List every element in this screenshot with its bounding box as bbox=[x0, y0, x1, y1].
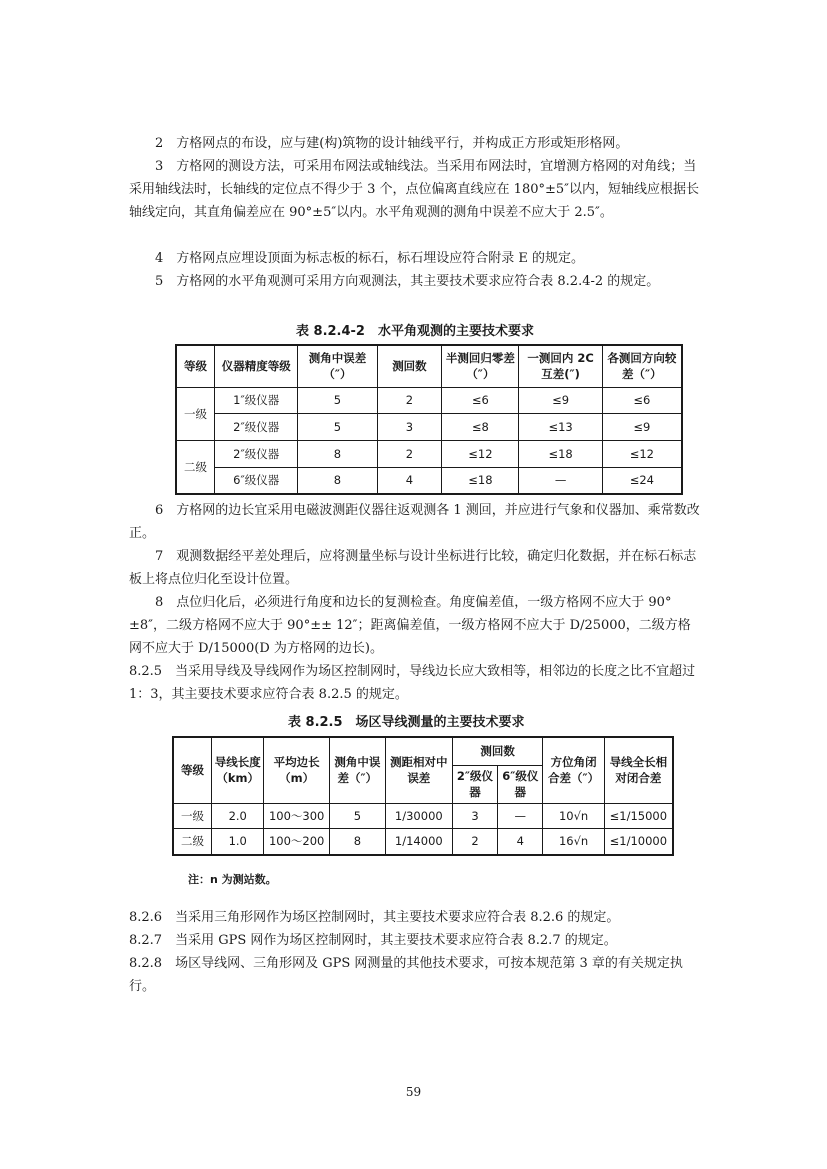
paragraph-7: 7 观测数据经平差处理后，应将测量坐标与设计坐标进行比较，确定归化数据，并在标石标志板上将点位归化至设计位置。 bbox=[129, 549, 697, 587]
table-header: 等级 bbox=[176, 345, 215, 387]
table-caption-8-2-4-2: 表 8.2.4-2 水平角观测的主要技术要求 bbox=[296, 324, 534, 339]
paragraph-8-2-7: 8.2.7 当采用 GPS 网作为场区控制网时，其主要技术要求应符合表 8.2.7 的规定。 bbox=[129, 933, 617, 948]
table-cell: 5 bbox=[329, 803, 385, 828]
table-row bbox=[173, 828, 673, 855]
table-cell: ≤6 bbox=[602, 387, 682, 413]
table-cell: ≤8 bbox=[442, 413, 519, 440]
paragraph-8-2-8: 8.2.8 场区导线网、三角形网及 GPS 网测量的其他技术要求，可按本规范第 3 章的有关规定执行。 bbox=[129, 956, 683, 994]
table-cell: 3 bbox=[452, 803, 497, 828]
table-header: 等级 bbox=[173, 737, 212, 803]
table-cell: 2.0 bbox=[212, 803, 264, 828]
paragraph-8: 8 点位归化后，必须进行角度和边长的复测检查。角度偏差值，一级方格网不应大于 90°±8″，二级方格网不应大于 90°±± 12″；距离偏差值，一级方格网不应大于 D/25000，二级方格网不应大于 D/15000(D 为方格网的边长)。 bbox=[129, 595, 691, 656]
table-header: 半测回归零差（″） bbox=[442, 345, 519, 387]
table-cell: 16√n bbox=[543, 828, 604, 855]
table-cell: 1″级仪器 bbox=[215, 387, 298, 413]
table-cell: 2 bbox=[377, 440, 442, 467]
paragraph-5: 5 方格网的水平角观测可采用方向观测法，其主要技术要求应符合表 8.2.4-2 的规定。 bbox=[155, 274, 660, 289]
table-cell: 5 bbox=[298, 387, 377, 413]
table-cell: ≤24 bbox=[602, 467, 682, 494]
table-row bbox=[176, 413, 682, 440]
table-cell: 100～200 bbox=[264, 828, 330, 855]
table-cell: 1/30000 bbox=[385, 803, 452, 828]
table-header: 导线全长相对闭合差 bbox=[604, 737, 673, 803]
table-header: 导线长度（km） bbox=[212, 737, 264, 803]
table-row bbox=[176, 387, 682, 413]
table-cell: ≤9 bbox=[602, 413, 682, 440]
table-cell: 1/14000 bbox=[385, 828, 452, 855]
table-header: 测回数 bbox=[452, 737, 543, 765]
table-cell: 一级 bbox=[173, 803, 212, 828]
table-cell: — bbox=[519, 467, 602, 494]
table-cell: ≤1/10000 bbox=[604, 828, 673, 855]
table-header: 6″级仪器 bbox=[498, 765, 543, 803]
table-cell: 8 bbox=[329, 828, 385, 855]
table-cell: 2 bbox=[452, 828, 497, 855]
table-cell: 8 bbox=[298, 440, 377, 467]
table-header: 2″级仪器 bbox=[452, 765, 497, 803]
table-cell: 8 bbox=[298, 467, 377, 494]
table-cell: ≤18 bbox=[519, 440, 602, 467]
table-cell: ≤13 bbox=[519, 413, 602, 440]
table-cell: ≤9 bbox=[519, 387, 602, 413]
table-cell: 4 bbox=[377, 467, 442, 494]
table-cell: 二级 bbox=[173, 828, 212, 855]
table-header: 仪器精度等级 bbox=[215, 345, 298, 387]
table-cell: 4 bbox=[498, 828, 543, 855]
grade-cell: 一级 bbox=[176, 387, 215, 440]
table-cell: — bbox=[498, 803, 543, 828]
grade-cell: 二级 bbox=[176, 440, 215, 494]
paragraph-6: 6 方格网的边长宜采用电磁波测距仪器往返观测各 1 测回，并应进行气象和仪器加、乘常数改正。 bbox=[129, 503, 700, 541]
table-cell: 6″级仪器 bbox=[215, 467, 298, 494]
table-8-2-5 bbox=[172, 736, 674, 856]
table-header: 测角中误差（″） bbox=[329, 737, 385, 803]
page-number: 59 bbox=[405, 1085, 422, 1099]
table-header: 测回数 bbox=[377, 345, 442, 387]
table-cell: ≤6 bbox=[442, 387, 519, 413]
table-cell: 10√n bbox=[543, 803, 604, 828]
paragraph-2: 2 方格网点的布设，应与建(构)筑物的设计轴线平行，并构成正方形或矩形格网。 bbox=[155, 136, 629, 151]
table-cell: 1.0 bbox=[212, 828, 264, 855]
table-cell: 2″级仪器 bbox=[215, 440, 298, 467]
table-cell: 100～300 bbox=[264, 803, 330, 828]
table-cell: 3 bbox=[377, 413, 442, 440]
paragraph-8-2-5: 8.2.5 当采用导线及导线网作为场区控制网时，导线边长应大致相等，相邻边的长度之比不宜超过 1：3，其主要技术要求应符合表 8.2.5 的规定。 bbox=[129, 664, 696, 702]
paragraph-4: 4 方格网点应埋设顶面为标志板的标石，标石埋设应符合附录 E 的规定。 bbox=[155, 251, 585, 266]
table-header: 测距相对中误差 bbox=[385, 737, 452, 803]
table-row bbox=[173, 803, 673, 828]
table-header: 方位角闭合差（″） bbox=[543, 737, 604, 803]
paragraph-8-2-6: 8.2.6 当采用三角形网作为场区控制网时，其主要技术要求应符合表 8.2.6 的规定。 bbox=[129, 910, 620, 925]
paragraph-3: 3 方格网的测设方法，可采用布网法或轴线法。当采用布网法时，宜增测方格网的对角线；当采用轴线法时，长轴线的定位点不得少于 3 个，点位偏离直线应在 180°±5″以内，短轴线应根据长轴线定向，其直角偏差应在 90°±5″以内。水平角观测的测角中误差不应大于 2.5″。 bbox=[129, 159, 700, 220]
table-8-2-4-2 bbox=[175, 344, 683, 495]
table-cell: ≤1/15000 bbox=[604, 803, 673, 828]
table-cell: 5 bbox=[298, 413, 377, 440]
table-row bbox=[176, 467, 682, 494]
table-cell: ≤18 bbox=[442, 467, 519, 494]
table-cell: 2″级仪器 bbox=[215, 413, 298, 440]
table-row bbox=[176, 440, 682, 467]
table-header: 一测回内 2C 互差(″) bbox=[519, 345, 602, 387]
table-cell: 2 bbox=[377, 387, 442, 413]
table-cell: ≤12 bbox=[442, 440, 519, 467]
table-note: 注：n 为测站数。 bbox=[188, 873, 277, 886]
table-header: 平均边长（m） bbox=[264, 737, 330, 803]
table-cell: ≤12 bbox=[602, 440, 682, 467]
table-caption-8-2-5: 表 8.2.5 场区导线测量的主要技术要求 bbox=[288, 715, 525, 730]
table-header: 测角中误差（″） bbox=[298, 345, 377, 387]
table-header: 各测回方向较差（″） bbox=[602, 345, 682, 387]
